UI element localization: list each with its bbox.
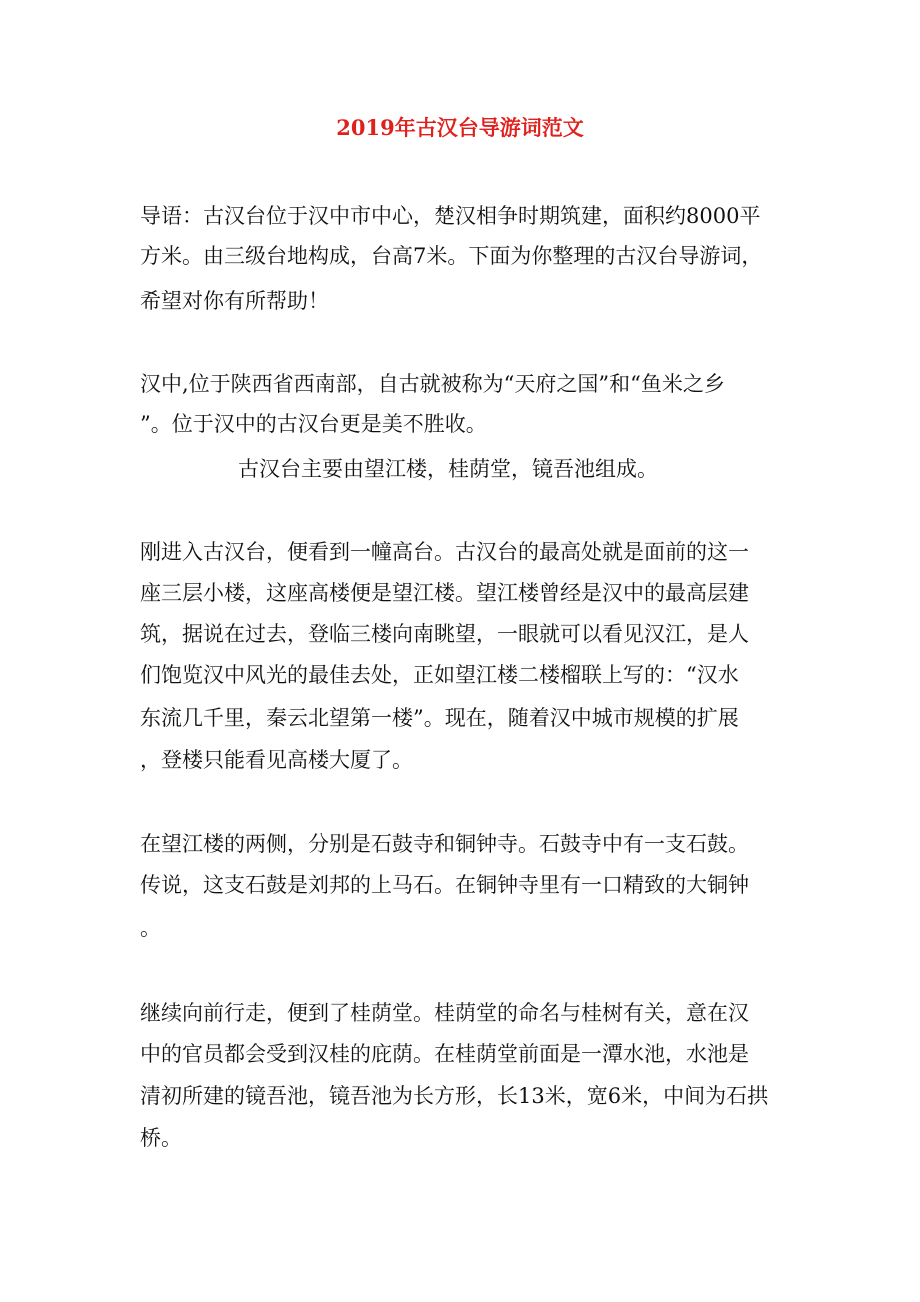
paragraph-4-line-3: 。	[140, 916, 161, 940]
paragraph-3-line-4: 们饱览汉中风光的最佳去处，正如望江楼二楼榴联上写的：“汉水	[140, 663, 739, 687]
paragraph-3-line-2: 座三层小楼，这座高楼便是望江楼。望江楼曾经是汉中的最高层建	[140, 581, 749, 605]
document-title: 2019年古汉台导游词范文	[336, 115, 584, 140]
paragraph-3-line-6: ，登楼只能看见高楼大厦了。	[140, 748, 413, 772]
paragraph-5-line-1: 继续向前行走，便到了桂荫堂。桂荫堂的命名与桂树有关，意在汉	[140, 1001, 749, 1025]
paragraph-5-line-3: 清初所建的镜吾池，镜吾池为长方形，长13米，宽6米，中间为石拱	[140, 1084, 769, 1108]
paragraph-4-line-2: 传说，这支石鼓是刘邦的上马石。在铜钟寺里有一口精致的大铜钟	[140, 873, 749, 897]
paragraph-3-line-5: 东流几千里，秦云北望第一楼”。现在，随着汉中城市规模的扩展	[140, 706, 739, 730]
paragraph-3-line-1: 刚进入古汉台，便看到一幢高台。古汉台的最高处就是面前的这一	[140, 540, 749, 564]
paragraph-5-line-2: 中的官员都会受到汉桂的庇荫。在桂荫堂前面是一潭水池，水池是	[140, 1042, 749, 1066]
paragraph-5-line-4: 桥。	[140, 1126, 182, 1150]
paragraph-1-line-2: ”。位于汉中的古汉台更是美不胜收。	[140, 412, 487, 436]
paragraph-2-line-1: 古汉台主要由望江楼，桂荫堂，镜吾池组成。	[238, 457, 658, 481]
intro-line-1: 导语：古汉台位于汉中市中心，楚汉相争时期筑建，面积约8000平	[140, 204, 761, 228]
paragraph-1-line-1: 汉中,位于陕西省西南部，自古就被称为“天府之国”和“鱼米之乡	[140, 372, 725, 396]
paragraph-4-line-1: 在望江楼的两侧，分别是石鼓寺和铜钟寺。石鼓寺中有一支石鼓。	[140, 832, 749, 856]
intro-line-3: 希望对你有所帮助！	[140, 289, 329, 313]
paragraph-3-line-3: 筑，据说在过去，登临三楼向南眺望，一眼就可以看见汉江，是人	[140, 622, 749, 646]
intro-line-2: 方米。由三级台地构成，台高7米。下面为你整理的古汉台导游词，	[140, 244, 763, 268]
